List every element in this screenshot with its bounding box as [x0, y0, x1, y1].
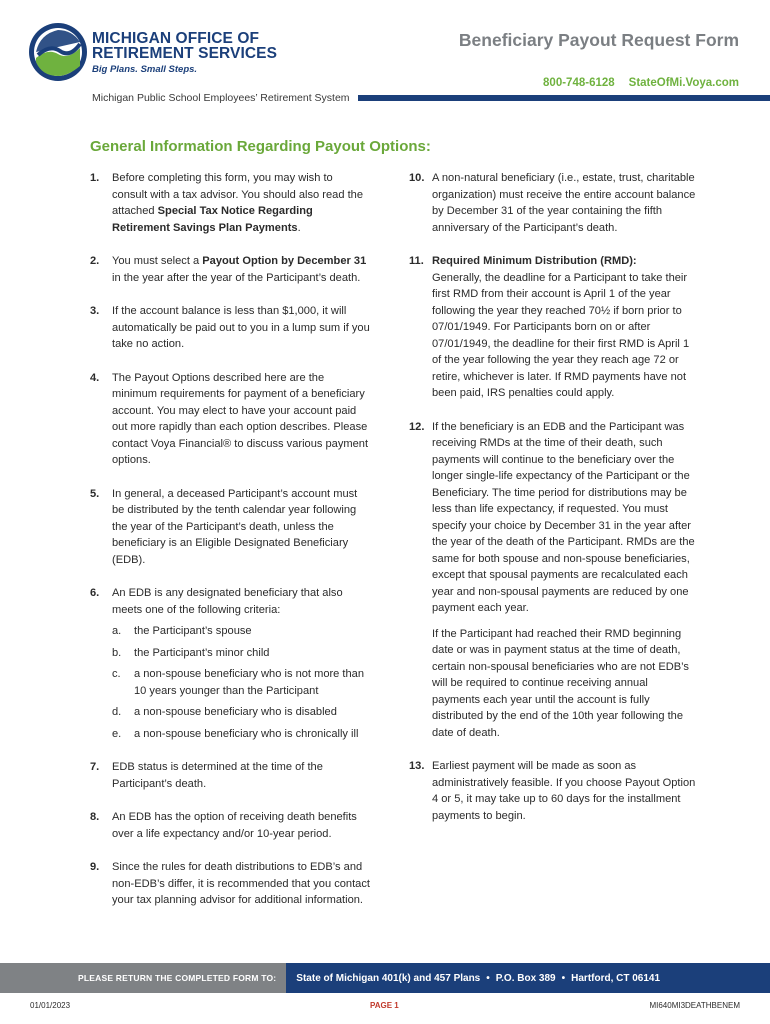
sub-item: d. a non-spouse beneficiary who is disabled — [112, 706, 337, 718]
list-item: 6. An EDB is any designated beneficiary that also meets one of the following criteria: a. the Participant’s spouse b. the Participant’s minor child c. a non-spouse beneficiary who is not more than 10 years younger than the Participant d. a non-spouse beneficiary who is disabled e. a non-spouse beneficiary who is chronically ill — [90, 585, 370, 742]
list-item: 7. EDB status is determined at the time of the Participant’s death. — [90, 761, 323, 790]
list-item: 10. A non-natural beneficiary (i.e., estate, trust, charitable organization) must receive the entire account balance by December 31 of the year containing the fifth anniversary of the Participant’s death. — [409, 172, 696, 234]
brand-tagline: Big Plans. Small Steps. — [92, 64, 198, 75]
sub-item: c. a non-spouse beneficiary who is not more than 10 years younger than the Participant — [112, 668, 365, 697]
return-address: State of Michigan 401(k) and 457 Plans • P.O. Box 389 • Hartford, CT 06141 — [296, 972, 661, 984]
mors-logo-icon — [28, 22, 88, 82]
brand-line-1: MICHIGAN OFFICE OF — [92, 30, 260, 47]
footer-bar — [0, 963, 770, 993]
list-item: 11. Required Minimum Distribution (RMD): Generally, the deadline for a Participant to take their first RMD from their account is April 1 of the year following the year they reached 70½ if born prior to 07/01/1949. For Participants born on or after 07/01/1949, the deadline for their first RMD is April 1 of the year following the year they reach age 72 or retire, whichever is later. If RMD payments have not been paid, IRS penalties could apply. — [409, 253, 699, 402]
system-bar — [84, 90, 770, 105]
sub-item: e. a non-spouse beneficiary who is chronically ill — [112, 727, 359, 740]
phone-number[interactable]: 800-748-6128 — [543, 77, 615, 89]
sub-item: a. the Participant’s spouse — [112, 625, 252, 637]
list-item: 9. Since the rules for death distributions to EDB’s and non-EDB’s differ, it is recommended that you contact your tax planning advisor for additional information. — [90, 861, 370, 906]
brand-block — [92, 31, 277, 75]
website-link[interactable]: StateOfMi.Voya.com — [628, 77, 739, 89]
system-name: Michigan Public School Employees’ Retirement System — [84, 92, 358, 104]
header-rule — [358, 95, 770, 101]
form-code: MI640MI3DEATHBENEM — [649, 1001, 740, 1010]
list-item: 4. The Payout Options described here are the minimum requirements for payment of a beneficiary account. You may elect to have your account paid out more rapidly than each option describes. Please contact Voya Financial® to discuss various payment options. — [90, 371, 369, 466]
list-item: 12. If the beneficiary is an EDB and the Participant was receiving RMDs at the time of their death, such payments will continue to the beneficiary over the longer single-life expectancy of the Participant or the Beneficiary. The time period for distributions may be less than life expectancy, if requested. You must specify your choice by December 31 in the year after the year of the death of the Participant. RMDs are the same for both spouse and non-spouse beneficiaries, except that spousal payments are recalculated each year and non-spousal payments are reduced by one payment each year. If the Participant had reached their RMD beginning date or was in payment status at the time of death, certain non-spousal beneficiaries who are not EDB’s will be required to continue receiving annual payments each year until the account is fully distributed by the end of the 10th year following the date of death. — [409, 420, 695, 739]
list-item: 5. In general, a deceased Participant’s account must be distributed by the tenth calendar year following the year of the Participant’s death, unless the beneficiary is an Eligible Designated Beneficiary (EDB). — [90, 487, 358, 566]
list-item: 8. An EDB has the option of receiving death benefits over a life expectancy and/or 10-year period. — [90, 811, 357, 840]
brand-line-2: RETIREMENT SERVICES — [92, 45, 278, 62]
contact-info — [543, 77, 739, 89]
return-label: PLEASE RETURN THE COMPLETED FORM TO: — [0, 963, 286, 993]
page-number: PAGE 1 — [370, 1001, 399, 1010]
form-title: Beneficiary Payout Request Form — [458, 30, 739, 50]
list-item: 13. Earliest payment will be made as soon as administratively feasible. If you choose Payout Option 4 or 5, it may take up to 60 days for the installment payments to begin. — [409, 760, 696, 822]
list-item: 2. You must select a Payout Option by December 31 in the year after the year of the Participant’s death. — [90, 255, 367, 284]
sub-item: b. the Participant’s minor child — [112, 646, 270, 659]
list-item: 3. If the account balance is less than $1,000, it will automatically be paid out to you in a lump sum if you take no action. — [90, 305, 370, 350]
form-date: 01/01/2023 — [30, 1001, 71, 1010]
section-title: General Information Regarding Payout Options: — [90, 138, 431, 155]
rmd-heading: Required Minimum Distribution (RMD): — [432, 255, 637, 267]
right-column — [409, 170, 699, 841]
list-item: 1. Before completing this form, you may wish to consult with a tax advisor. You should also read the attached Special Tax Notice Regarding Retirement Savings Plan Payments. — [90, 172, 364, 234]
left-column — [90, 170, 370, 926]
